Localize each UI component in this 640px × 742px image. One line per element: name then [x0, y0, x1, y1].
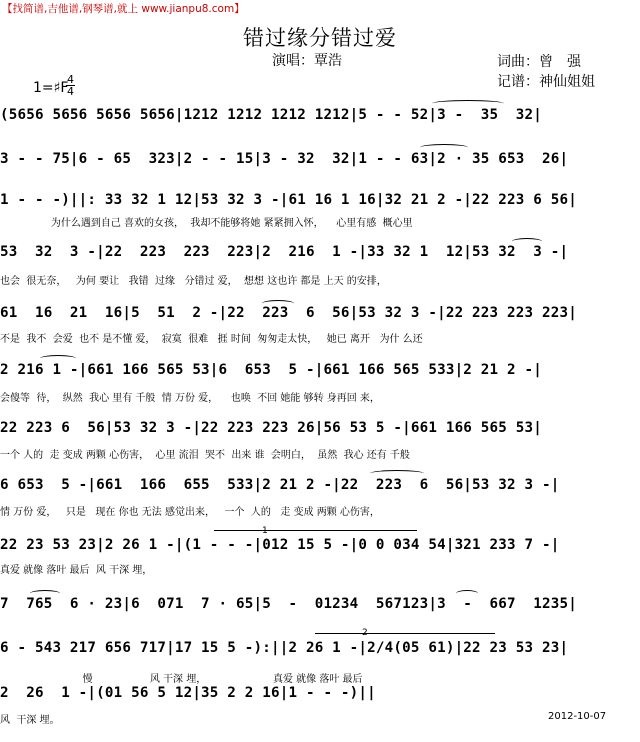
volta-1-label: 1 [262, 526, 268, 536]
music-line-4: 53 32 3 -|22 223 223 223|2 216 1 -|33 32 1 12|53 32 3 -| [0, 244, 569, 260]
music-line-1: (5656 5656 5656 5656|1212 1212 1212 1212|5 - - 52|3 - 35 32| [0, 107, 542, 123]
song-title: 错过缘分错过爱 [243, 26, 397, 50]
music-line-6: 2 216 1 -|661 166 565 53|6 653 5 -|661 166 565 533|2 21 2 -| [0, 362, 542, 378]
lyrics-line-7: 一个 人的 走 变成 两颗 心伤害， 心里 流泪 哭不 出来 谁 会明白， 虽然 我心 还有 千般 [0, 450, 410, 461]
slur-mark [456, 590, 478, 597]
lyrics-line-6: 会傻等 待， 纵然 我心 里有 千般 情 万份 爱， 也唤 不回 她能 够转 身再回 来， [0, 393, 380, 404]
slur-mark [512, 238, 542, 245]
transcriber-credit: 记谱：神仙姐姐 [497, 74, 595, 90]
music-line-8: 6 653 5 -|661 166 655 533|2 21 2 -|22 223 6 56|53 32 3 -| [0, 477, 560, 493]
lyrics-line-3: 为什么遇到自己 喜欢的女孩， 我却不能够将她 紧紧拥入怀， 心里有感 概心里 [0, 218, 413, 229]
time-signature-top: 4 [67, 73, 74, 86]
composer-credit: 词曲：曾 强 [497, 54, 581, 70]
music-line-10: 7 765 6 · 23|6 071 7 · 65|5 - 01234 567123|3 - 667 1235| [0, 596, 577, 612]
singer-credit: 演唱：覃浩 [272, 53, 342, 69]
music-line-12: 2 26 1 -|(01 56 5 12|35 2 2 16|1 - - -)|| [0, 685, 376, 701]
slur-mark [432, 100, 504, 107]
key-signature: 1=♯F [33, 80, 69, 96]
music-line-11: 6 - 543 217 656 717|17 15 5 -):||2 26 1 -|2/4(05 61)|22 23 53 23| [0, 640, 569, 656]
lyrics-line-4: 也会 很无奈， 为何 要让 我错 过缘 分错过 爱， 想想 这也许 都是 上天 的安排， [0, 276, 387, 287]
date-stamp: 2012-10-07 [548, 711, 607, 722]
slur-mark [40, 355, 76, 362]
music-line-9: 22 23 53 23|2 26 1 -|(1 - - -|012 15 5 -|0 0 034 54|321 233 7 -| [0, 537, 560, 553]
slur-mark [30, 590, 60, 597]
music-line-5: 61 16 21 16|5 51 2 -|22 223 6 56|53 32 3 -|22 223 223 223| [0, 305, 577, 321]
site-banner: 【找简谱,吉他谱,钢琴谱,就上 www.jianpu8.com】 [2, 3, 245, 15]
slur-mark [370, 470, 424, 477]
lyrics-line-9: 真爱 就像 落叶 最后 风 干深 埋， [0, 565, 153, 576]
lyrics-line-5: 不是 我不 会爱 也不 是不懂 爱， 寂寞 很难 捱 时间 匆匆走太快， 她已 离开 为什 么还 [0, 334, 423, 345]
time-signature-bottom: 4 [67, 85, 74, 98]
music-line-3: 1 - - -)||: 33 32 1 12|53 32 3 -|61 16 1 16|32 21 2 -|22 223 6 56| [0, 192, 577, 208]
slur-mark [262, 300, 294, 307]
lyrics-line-8: 情 万份 爱， 只是 现在 你也 无法 感觉出来， 一个 人的 走 变成 两颗 心伤害， [0, 507, 380, 518]
music-line-7: 22 223 6 56|53 32 3 -|22 223 223 26|56 53 5 -|661 166 565 53| [0, 420, 542, 436]
slur-mark [420, 144, 468, 151]
volta-2-bracket [315, 633, 495, 634]
lyrics-line-11: 慢 风 干深 埋， 真爱 就像 落叶 最后 [0, 674, 363, 685]
time-signature [66, 74, 75, 97]
lyrics-line-12: 风 干深 埋。 [0, 715, 60, 726]
volta-2-label: 2 [362, 628, 368, 638]
music-line-2: 3 - - 75|6 - 65 323|2 - - 15|3 - 32 32|1 - - 63|2 · 35 653 26| [0, 151, 569, 167]
volta-1-bracket [214, 530, 417, 531]
